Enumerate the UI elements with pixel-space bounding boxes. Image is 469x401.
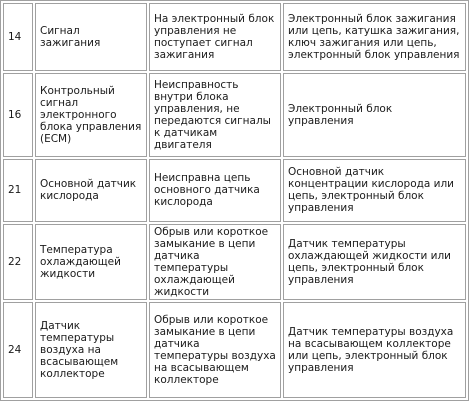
signal-cell: Сигнал зажигания	[35, 3, 147, 71]
check-cell: Электронный блок управления	[283, 73, 466, 157]
check-cell: Электронный блок зажигания или цепь, катушка зажигания, ключ зажигания или цепь, электронный блок управления	[283, 3, 466, 71]
code-cell: 21	[3, 159, 33, 222]
signal-cell: Контрольный сигнал электронного блока управления (ECM)	[35, 73, 147, 157]
table-row	[3, 73, 466, 157]
table-row	[3, 3, 466, 71]
check-cell: Основной датчик концентрации кислорода или цепь, электронный блок управления	[283, 159, 466, 222]
signal-cell: Температура охлаждающей жидкости	[35, 224, 147, 300]
fault-cell: Неисправна цепь основного датчика кислорода	[149, 159, 281, 222]
code-cell: 16	[3, 73, 33, 157]
fault-cell: На электронный блок управления не поступает сигнал зажигания	[149, 3, 281, 71]
signal-cell: Датчик температуры воздуха на всасывающем коллекторе	[35, 302, 147, 398]
check-cell: Датчик температуры воздуха на всасывающем коллекторе или цепь, электронный блок управления	[283, 302, 466, 398]
check-cell: Датчик температуры охлаждающей жидкости или цепь, электронный блок управления	[283, 224, 466, 300]
fault-cell: Обрыв или короткое замыкание в цепи датчика температуры охлаждающей жидкости	[149, 224, 281, 300]
table-row	[3, 159, 466, 222]
table-row	[3, 224, 466, 300]
table-row	[3, 302, 466, 398]
signal-cell: Основной датчик кислорода	[35, 159, 147, 222]
code-cell: 22	[3, 224, 33, 300]
fault-cell: Неисправность внутри блока управления, не передаются сигналы к датчикам двигателя	[149, 73, 281, 157]
code-cell: 14	[3, 3, 33, 71]
code-cell: 24	[3, 302, 33, 398]
fault-cell: Обрыв или короткое замыкание в цепи датчика температуры воздуха на всасывающем коллекторе	[149, 302, 281, 398]
